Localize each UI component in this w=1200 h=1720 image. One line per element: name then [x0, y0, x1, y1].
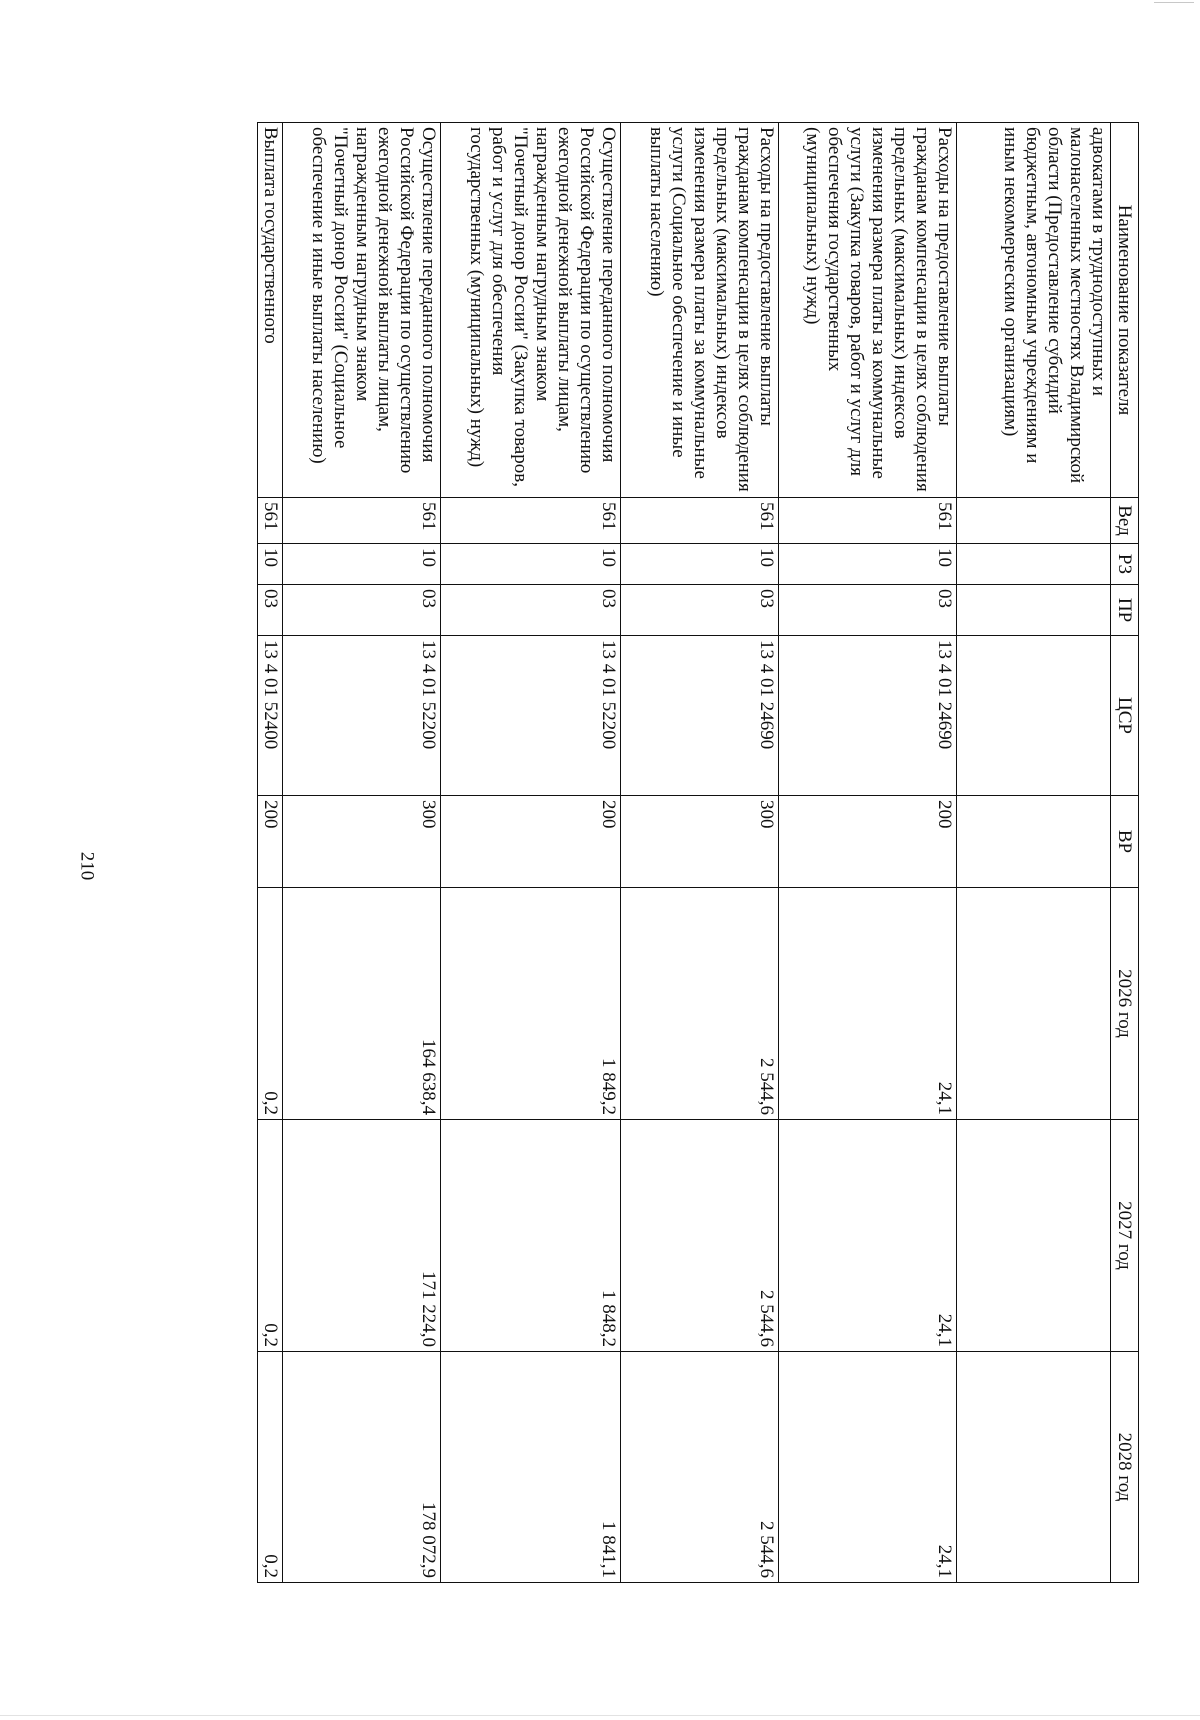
- row-name: Осуществление переданного полномочия Российской Федерации по осуществлению ежегодной денежной выплаты лицам, награжденным нагрудным знаком "Почетный донор России" (Социальное обеспечение и иные выплаты населению): [283, 123, 441, 498]
- row-csr: 13 4 01 52200: [283, 636, 441, 796]
- column-header-2028: 2028 год: [1111, 1352, 1139, 1583]
- column-header-2027: 2027 год: [1111, 1120, 1139, 1352]
- table-header-row: [1111, 123, 1139, 1583]
- row-pr: 03: [621, 585, 779, 636]
- row-name: Расходы на предоставление выплаты гражданам компенсации в целях соблюдения предельных (максимальных) индексов изменения размера платы за коммунальные услуги (Социальное обеспечение и иные выплаты населению): [621, 123, 779, 498]
- row-2027: [957, 1120, 1111, 1352]
- row-rz: 10: [779, 544, 957, 585]
- row-2027: 0,2: [258, 1120, 283, 1352]
- row-2027: 24,1: [779, 1120, 957, 1352]
- row-2028: 0,2: [258, 1352, 283, 1583]
- row-vr: 300: [621, 796, 779, 888]
- row-name: Осуществление переданного полномочия Российской Федерации по осуществлению ежегодной денежной выплаты лицам, награжденным нагрудным знаком "Почетный донор России" (Закупка товаров, работ и услуг для обеспечения государственных (муниципальных) нужд): [441, 123, 621, 498]
- row-rz: 10: [441, 544, 621, 585]
- row-pr: 03: [283, 585, 441, 636]
- row-2028: 2 544,6: [621, 1352, 779, 1583]
- row-vr: 200: [779, 796, 957, 888]
- budget-table: [257, 122, 1139, 1583]
- column-header-ved: Вед: [1111, 498, 1139, 544]
- scan-edge-line: [0, 1715, 1200, 1716]
- column-header-vr: ВР: [1111, 796, 1139, 888]
- row-csr: 13 4 01 24690: [779, 636, 957, 796]
- row-2026: 24,1: [779, 888, 957, 1120]
- row-rz: [957, 544, 1111, 585]
- row-2026: 164 638,4: [283, 888, 441, 1120]
- table-row: [258, 123, 283, 1583]
- table-row: [957, 123, 1111, 1583]
- row-name: Выплата государственного: [258, 123, 283, 498]
- row-2027: 1 848,2: [441, 1120, 621, 1352]
- row-rz: 10: [258, 544, 283, 585]
- row-2027: 171 224,0: [283, 1120, 441, 1352]
- row-ved: 561: [283, 498, 441, 544]
- row-name: Расходы на предоставление выплаты гражданам компенсации в целях соблюдения предельных (максимальных) индексов изменения размера платы за коммунальные услуги (Закупка товаров, работ и услуг для обеспечения государственных (муниципальных) нужд): [779, 123, 957, 498]
- column-header-2026: 2026 год: [1111, 888, 1139, 1120]
- scan-edge-mark: [1154, 2, 1194, 3]
- row-vr: 200: [258, 796, 283, 888]
- row-2026: 0,2: [258, 888, 283, 1120]
- page-number: 210: [76, 851, 98, 881]
- row-vr: 300: [283, 796, 441, 888]
- row-csr: 13 4 01 24690: [621, 636, 779, 796]
- row-name: адвокатами в труднодоступных и малонаселенных местностях Владимирской области (Предоставление субсидий бюджетным, автономным учреждениям и иным некоммерческим организациям): [957, 123, 1111, 498]
- table-row: [779, 123, 957, 1583]
- row-csr: [957, 636, 1111, 796]
- rotated-table-container: [260, 122, 1139, 1582]
- table-row: [283, 123, 441, 1583]
- row-pr: 03: [258, 585, 283, 636]
- row-pr: [957, 585, 1111, 636]
- row-ved: 561: [621, 498, 779, 544]
- row-vr: 200: [441, 796, 621, 888]
- row-2026: [957, 888, 1111, 1120]
- table-row: [441, 123, 621, 1583]
- row-pr: 03: [441, 585, 621, 636]
- row-rz: 10: [621, 544, 779, 585]
- column-header-name: Наименование показателя: [1111, 123, 1139, 498]
- row-2028: 178 072,9: [283, 1352, 441, 1583]
- row-ved: 561: [779, 498, 957, 544]
- column-header-rz: РЗ: [1111, 544, 1139, 585]
- row-ved: [957, 498, 1111, 544]
- row-pr: 03: [779, 585, 957, 636]
- row-2026: 1 849,2: [441, 888, 621, 1120]
- row-csr: 13 4 01 52200: [441, 636, 621, 796]
- row-2027: 2 544,6: [621, 1120, 779, 1352]
- row-vr: [957, 796, 1111, 888]
- row-2026: 2 544,6: [621, 888, 779, 1120]
- row-ved: 561: [258, 498, 283, 544]
- row-csr: 13 4 01 52400: [258, 636, 283, 796]
- column-header-csr: ЦСР: [1111, 636, 1139, 796]
- row-2028: [957, 1352, 1111, 1583]
- row-rz: 10: [283, 544, 441, 585]
- table-row: [621, 123, 779, 1583]
- column-header-pr: ПР: [1111, 585, 1139, 636]
- row-ved: 561: [441, 498, 621, 544]
- row-2028: 1 841,1: [441, 1352, 621, 1583]
- row-2028: 24,1: [779, 1352, 957, 1583]
